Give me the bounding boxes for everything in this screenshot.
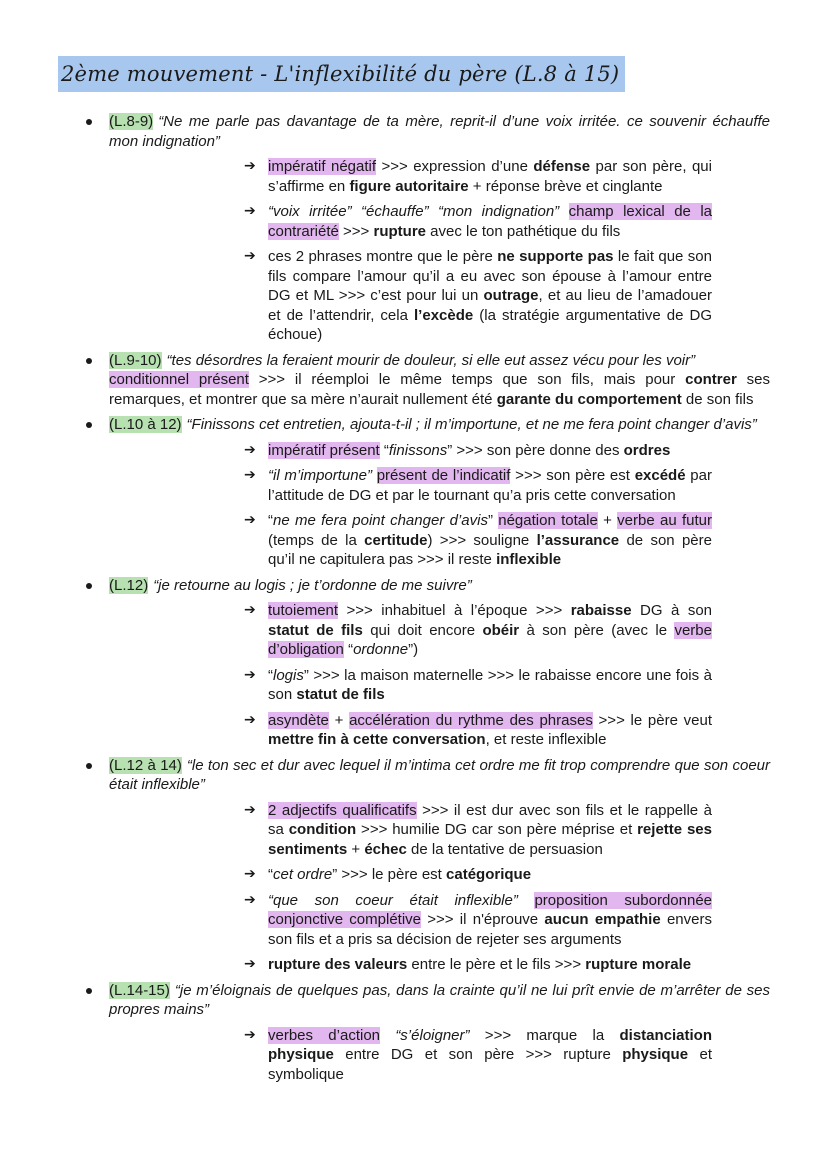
bold-term: statut de fils xyxy=(268,621,363,639)
text-run: ” >>> le père est xyxy=(332,866,447,883)
bullet-head xyxy=(109,415,770,435)
bullet-head xyxy=(109,981,770,1020)
analysis-point xyxy=(109,511,770,570)
quoted-text: “s’éloigner” xyxy=(395,1026,470,1044)
highlighted-term: présent de l’indicatif xyxy=(376,467,511,484)
text-run: (la stratégie argumentative de DG échoue) xyxy=(268,306,712,343)
citation: “Finissons cet entretien, ajouta-t-il ; il m’importune, et ne me fera point changer d’avis” xyxy=(186,416,757,433)
bullet-item xyxy=(0,756,828,975)
citation: “je m’éloignais de quelques pas, dans la crainte qu’il ne lui prît envie de m’arrêter de ses propres mains” xyxy=(109,981,770,1018)
analysis-point xyxy=(109,865,770,885)
highlighted-term: verbe au futur xyxy=(617,512,712,529)
bullet-dot xyxy=(86,583,92,589)
text-run: de son père qu’il ne capitulera pas >>> il reste xyxy=(268,531,712,568)
text-run: + réponse brève et cinglante xyxy=(468,177,663,195)
text-run: qui doit encore xyxy=(362,621,483,639)
text-run: (temps de la xyxy=(268,531,365,549)
analysis-point xyxy=(109,891,770,950)
analysis-point xyxy=(109,1026,770,1085)
text-run: “ xyxy=(343,641,354,658)
highlighted-term: verbes d’action xyxy=(268,1026,381,1044)
bold-term: l’assurance xyxy=(536,531,620,549)
bold-term: rupture morale xyxy=(585,956,692,973)
text-run: ” >>> son père donne des xyxy=(447,441,624,459)
bold-term: statut de fils xyxy=(296,686,385,703)
text-run: >>> expression d’une xyxy=(376,158,534,175)
text-run: ces 2 phrases montre que le père xyxy=(268,248,498,265)
text-run: “ xyxy=(379,441,389,459)
quoted-text: finissons xyxy=(388,441,448,459)
arrow-icon: ➔ xyxy=(244,158,256,174)
text-run: de son fils xyxy=(681,390,754,408)
text-run: et symbolique xyxy=(268,1046,712,1083)
bold-term: l’excède xyxy=(414,306,474,324)
text-run: entre le père et le fils >>> xyxy=(407,956,586,973)
bullet-list xyxy=(0,112,828,1090)
text-run: >>> il est dur avec son fils et le rappelle à sa xyxy=(268,801,713,838)
bullet-head xyxy=(109,351,770,410)
text-run: envers son fils et a pris sa décision de rejeter ses arguments xyxy=(268,911,712,948)
bold-term: excédé xyxy=(634,467,686,484)
highlighted-term: proposition subordonnée conjonctive complétive xyxy=(268,891,713,928)
arrow-icon: ➔ xyxy=(244,602,256,618)
quoted-text: logis xyxy=(273,666,304,684)
highlighted-term: négation totale xyxy=(498,512,598,529)
bold-term: obéir xyxy=(482,621,520,639)
text-run: >>> humilie DG car son père méprise et xyxy=(356,821,638,838)
quoted-text: “que son coeur était inflexible” xyxy=(268,891,518,909)
bullet-item xyxy=(0,415,828,570)
text-run: “ xyxy=(268,866,273,883)
bold-term: garante du comportement xyxy=(496,390,682,408)
arrow-icon: ➔ xyxy=(244,891,256,908)
quoted-text: ordonne xyxy=(353,641,409,658)
analysis-point xyxy=(109,666,770,705)
bold-term: distanciation physique xyxy=(268,1026,712,1063)
text-run: , et reste inflexible xyxy=(485,731,607,748)
text-run: entre DG et son père >>> rupture xyxy=(333,1046,623,1063)
bullet-head xyxy=(109,576,770,596)
text-run: >>> xyxy=(338,222,374,240)
line-reference: (L.14-15) xyxy=(109,981,170,999)
analysis-point xyxy=(109,711,770,750)
text-run: DG à son xyxy=(631,602,713,619)
arrow-icon: ➔ xyxy=(244,666,256,683)
text-run: avec le ton pathétique du fils xyxy=(426,222,621,240)
analysis-point xyxy=(109,601,770,660)
quoted-text: “voix irritée” “échauffe” “mon indignation” xyxy=(268,203,560,220)
bold-term: figure autoritaire xyxy=(349,177,469,195)
highlighted-term: accélération du rythme des phrases xyxy=(349,711,593,729)
arrow-icon: ➔ xyxy=(244,512,256,528)
bold-term: défense xyxy=(533,158,591,175)
arrow-icon: ➔ xyxy=(244,467,256,483)
bullet-item xyxy=(0,112,828,345)
text-run: ”) xyxy=(408,641,419,658)
line-reference: (L.12 à 14) xyxy=(109,756,182,774)
analysis-point xyxy=(109,202,770,241)
text-run: “ xyxy=(268,666,273,684)
analysis-point xyxy=(109,157,770,196)
bullet-dot xyxy=(86,358,92,364)
bold-term: certitude xyxy=(364,531,428,549)
analysis-point xyxy=(109,466,770,505)
text-run: ses remarques, et montrer que sa mère n’aurait nullement été xyxy=(109,371,770,408)
bold-term: physique xyxy=(622,1046,689,1063)
text-run xyxy=(518,892,535,909)
text-run xyxy=(380,1027,395,1044)
bold-term: rupture des valeurs xyxy=(268,956,408,973)
arrow-icon: ➔ xyxy=(244,711,256,728)
bullet-item xyxy=(0,981,828,1085)
text-run: ” >>> la maison maternelle >>> le rabaisse encore une fois à son xyxy=(268,666,712,703)
line-reference: (L.12) xyxy=(109,576,149,594)
quoted-text: “il m’importune” xyxy=(268,467,372,484)
line-reference: (L.10 à 12) xyxy=(109,416,182,433)
text-run: + xyxy=(347,840,365,858)
highlighted-term: 2 adjectifs qualificatifs xyxy=(268,801,417,819)
bullet-item xyxy=(0,576,828,750)
text-run: >>> marque la xyxy=(469,1026,620,1044)
text-run: par son père, qui s’affirme en xyxy=(268,158,712,195)
highlighted-term: verbe d’obligation xyxy=(268,621,712,658)
bold-term: ne supporte pas xyxy=(497,248,614,265)
quoted-text: ne me fera point changer d’avis xyxy=(273,512,488,529)
bold-term: condition xyxy=(288,821,357,838)
text-run: ) >>> souligne xyxy=(427,531,537,549)
citation: “tes désordres la feraient mourir de douleur, si elle eut assez vécu pour les voir” xyxy=(166,351,696,369)
highlighted-term: impératif négatif xyxy=(268,158,377,175)
highlighted-term: champ lexical de la contrariété xyxy=(268,203,712,240)
text-run: + xyxy=(328,711,350,729)
highlighted-term: conditionnel présent xyxy=(109,371,249,388)
bold-term: inflexible xyxy=(496,551,562,568)
bullet-dot xyxy=(86,422,92,428)
quoted-text: cet ordre xyxy=(273,866,333,883)
text-run: par l’attitude de DG et par le tournant qu’a pris cette conversation xyxy=(268,467,712,504)
arrow-icon: ➔ xyxy=(244,801,256,818)
text-run: + xyxy=(597,512,618,529)
text-run xyxy=(559,203,568,220)
analysis-point xyxy=(109,801,770,860)
text-run: , et au lieu de l’amadouer et de l’attendrir, cela xyxy=(268,287,712,324)
page-title: 2ème mouvement - L'inflexibilité du père (L.8 à 15) xyxy=(58,56,625,92)
bullet-head xyxy=(109,112,770,151)
bold-term: contrer xyxy=(685,371,737,388)
bold-term: rabaisse xyxy=(570,602,632,619)
arrow-icon: ➔ xyxy=(244,956,256,972)
highlighted-term: impératif présent xyxy=(268,441,380,459)
bold-term: mettre fin à cette conversation xyxy=(268,731,486,748)
text-run xyxy=(372,467,377,484)
text-run: >>> le père veut xyxy=(592,711,712,729)
citation: “je retourne au logis ; je t’ordonne de me suivre” xyxy=(153,576,472,594)
text-run: “ xyxy=(268,512,273,529)
text-run: >>> inhabituel à l’époque >>> xyxy=(338,602,571,619)
citation: “le ton sec et dur avec lequel il m’intima cet ordre me fit trop comprendre que son coeur était inflexible” xyxy=(109,756,771,793)
arrow-icon: ➔ xyxy=(244,866,256,882)
highlighted-term: asyndète xyxy=(268,711,329,729)
text-run: >>> son père est xyxy=(510,467,635,484)
citation: “Ne me parle pas davantage de ta mère, reprit-il d’une voix irritée. ce souvenir échauffe mon indignation” xyxy=(109,113,770,150)
analysis-point xyxy=(109,247,770,345)
bullet-dot xyxy=(86,119,92,125)
analysis-point xyxy=(109,441,770,461)
text-run: ” xyxy=(487,512,499,529)
bold-term: rupture xyxy=(373,222,426,240)
bullet-head xyxy=(109,756,770,795)
bold-term: outrage xyxy=(483,287,539,304)
bold-term: échec xyxy=(364,840,407,858)
line-reference: (L.8-9) xyxy=(109,113,154,130)
arrow-icon: ➔ xyxy=(244,203,256,219)
text-run: >>> il réemploi le même temps que son fils, mais pour xyxy=(248,371,686,388)
bullet-item xyxy=(0,351,828,410)
arrow-icon: ➔ xyxy=(244,441,256,458)
arrow-icon: ➔ xyxy=(244,248,256,264)
bullet-dot xyxy=(86,988,92,994)
line-reference: (L.9-10) xyxy=(109,351,162,369)
bold-term: aucun empathie xyxy=(544,911,661,928)
bullet-dot xyxy=(86,763,92,769)
text-run: le fait que son fils compare l’amour qu’il a eu avec son épouse à l’amour entre DG et ML >>> c’est pour lui un xyxy=(268,248,712,304)
bold-term: catégorique xyxy=(446,866,532,883)
bold-term: rejette ses sentiments xyxy=(268,821,712,858)
text-run: de la tentative de persuasion xyxy=(406,840,603,858)
analysis-point xyxy=(109,955,770,975)
arrow-icon: ➔ xyxy=(244,1026,256,1043)
bold-term: ordres xyxy=(623,441,671,459)
text-run: >>> il n'éprouve xyxy=(421,911,545,928)
text-run: à son père (avec le xyxy=(519,621,675,639)
highlighted-term: tutoiement xyxy=(268,602,339,619)
